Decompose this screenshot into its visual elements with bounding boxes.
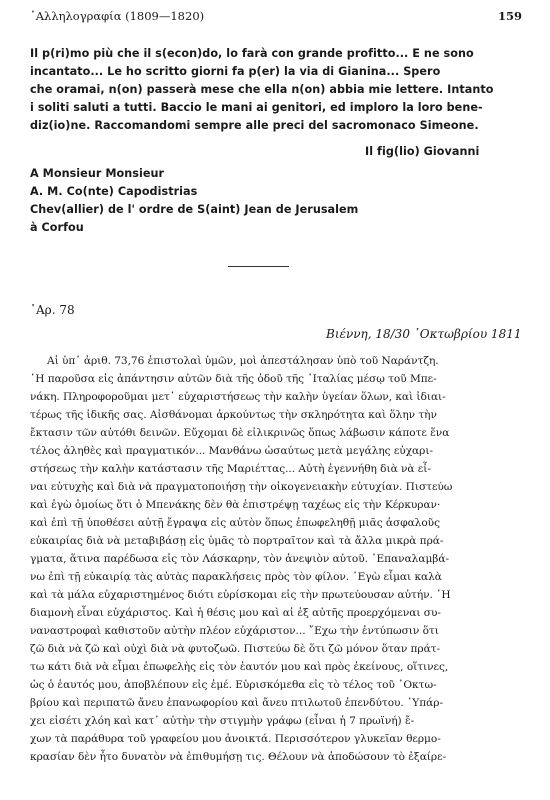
text-line: τέλος ἀληθὲς καὶ πραγματικόν... Μανθάνω ὡσαύτως μετὰ μεγάλης εὐχαρι- [30,445,433,457]
text-line: ζῶ διὰ νὰ ζῶ καὶ οὐχὶ διὰ νὰ φυτοζωῶ. Πιστεύω δὲ ὅτι ζῶ μόνον ὅταν πράτ- [30,643,441,655]
text-line: χων τὰ παράθυρα τοῦ γραφείου μου ἀνοικτά. Περισσότερον γλυκεῖαν θερμο- [30,733,441,745]
text-line: εὐκαιρίας διὰ νὰ μεταβιβάσῃ εἰς ὑμᾶς τὸ πορτραῖτον καὶ τὰ ἄλλα μικρὰ πρά- [30,535,444,547]
text-line: νάκη. Πληροφοροῦμαι μετ᾿ εὐχαριστήσεως τὴν καλὴν ὑγείαν ὅλων, καὶ ἰδιαι- [30,391,446,403]
section-divider [228,266,289,267]
text-line: γματα, ἅτινα παρέδωσα εἰς τὸν Λάσκαρην, τὸν ἀνεψιὸν αὐτοῦ. ᾿Επαναλαμβά- [30,553,449,565]
text-line: βρίου καὶ περιπατῶ ἄνευ ἐπανωφορίου καὶ ἄνευ πτιλωτοῦ ἐπενδύτου. ῾Υπάρ- [30,697,443,709]
dateline: Βιέννη, 18/30 ᾿Οκτωβρίου 1811 [326,327,522,341]
text-line: νω ἐπὶ τῇ εὐκαιρίᾳ τὰς αὐτὰς παρακλήσεις πρὸς τὸν φίλον. ᾿Εγὼ εἶμαι καλὰ [30,571,442,583]
text-line: Αἱ ὑπ᾿ ἀριθ. 73,76 ἐπιστολαὶ ὑμῶν, μοὶ ἀπεστάλησαν ὑπὸ τοῦ Ναράντζη. [47,355,439,367]
text-line: καὶ ἐγὼ ὁμοίως ὅτι ὁ Μπενάκης δὲν θὰ ἐπιστρέψῃ ταχέως εἰς τὴν Κέρκυραν· [30,499,441,511]
text-line: ῾Η παροῦσα εἰς ἀπάντησιν αὐτῶν διὰ τῆς ὁδοῦ τῆς ᾿Ιταλίας μέσῳ τοῦ Μπε- [30,373,437,385]
address-line: A Monsieur Monsieur [30,167,165,180]
text-line: i soliti saluti a tutti. Baccio le mani ai genitori, ed imploro la loro bene- [30,101,483,114]
text-line: καὶ τὰ μάλα εὐχαριστημένος διότι εὑρίσκομαι εἰς τὴν πρωτεύουσαν αὐτήν. ῾Η [30,589,451,601]
running-header [30,9,522,25]
running-title: ᾿Αλληλογραφία (1809—1820) [30,9,205,23]
letter-number: ᾿Αρ. 78 [30,303,75,317]
text-line: Il p(ri)mo più che il s(econ)do, lo farà con grande profitto... E ne sono [30,47,474,60]
text-line: ὡς ὁ ἑαυτός μου, ἀποβλέπουν εἰς ἐμέ. Εὑρισκόμεθα εἰς τὸ τέλος τοῦ ᾿Οκτω- [30,679,437,691]
text-line: στήσεως τὴν καλὴν κατάστασιν τῆς Μαριέττας... Αὐτὴ ἐγεννήθη διὰ νὰ εἶ- [30,463,431,475]
text-line: καὶ ἐπὶ τῇ ὑποθέσει αὐτῇ ἔγραψα εἰς αὐτὸν ὅπως ἐπωφεληθῇ μιᾶς ἀσφαλοῦς [30,517,440,529]
text-line: τω κάτι διὰ νὰ εἶμαι ἐπωφελὴς εἰς τὸν ἑαυτόν μου καὶ πρὸς ἐκείνους, οἵτινες, [30,661,449,673]
page-number: 159 [497,9,522,23]
text-line: ναι εὐτυχὴς καὶ διὰ νὰ πραγματοποιήσῃ τὴν οἰκογενειακὴν εὐτυχίαν. Πιστεύω [30,481,453,493]
text-line: κρασίαν δὲν ἦτο δυνατὸν νὰ ἐπιθυμήσῃ τις. Θέλουν νὰ ἀποδώσουν τὸ ἐξαίρε- [30,751,447,763]
signature: Il fig(lio) Giovanni [365,145,480,158]
address-line: à Corfou [30,221,84,234]
text-line: ἔκτασιν τῶν αὐτόθι δεινῶν. Εὔχομαι δὲ εἰλικρινῶς ὅπως λάβωσιν κάποτε ἕνα [30,427,450,439]
text-line: τέρως τῆς ἰδικῆς σας. Αἰσθάνομαι ἀρκούντως τὴν σκληρότητα καὶ ὅλην τὴν [30,409,437,421]
text-line: incantato... Le ho scritto giorni fa p(er) la via di Gianina... Spero [30,65,441,78]
address-line: Chev(allier) de l' ordre de S(aint) Jean de Jerusalem [30,203,359,216]
address-line: A. M. Co(nte) Capodistrias [30,185,198,198]
text-line: diz(io)ne. Raccomandomi sempre alle preci del sacromonaco Simeone. [30,119,479,132]
text-line: che oramai, n(on) passerà mese che ella n(on) abbia mie lettere. Intanto [30,83,494,96]
text-line: διαμονὴ εἶναι εὐχάριστος. Καὶ ἡ θέσις μου καὶ αἱ ἐξ αὐτῆς προερχόμεναι συ- [30,607,441,619]
text-line: ναναστροφαὶ καθιστοῦν αὐτὴν πλέον εὐχάριστον... ῎Εχω τὴν ἐντύπωσιν ὅτι [30,625,439,637]
text-line: χει εἰσέτι χλόη καὶ κατ᾿ αὐτὴν τὴν στιγμὴν γράφω (εἶναι ἡ 7 πρωϊνή) ἔ- [30,715,415,727]
